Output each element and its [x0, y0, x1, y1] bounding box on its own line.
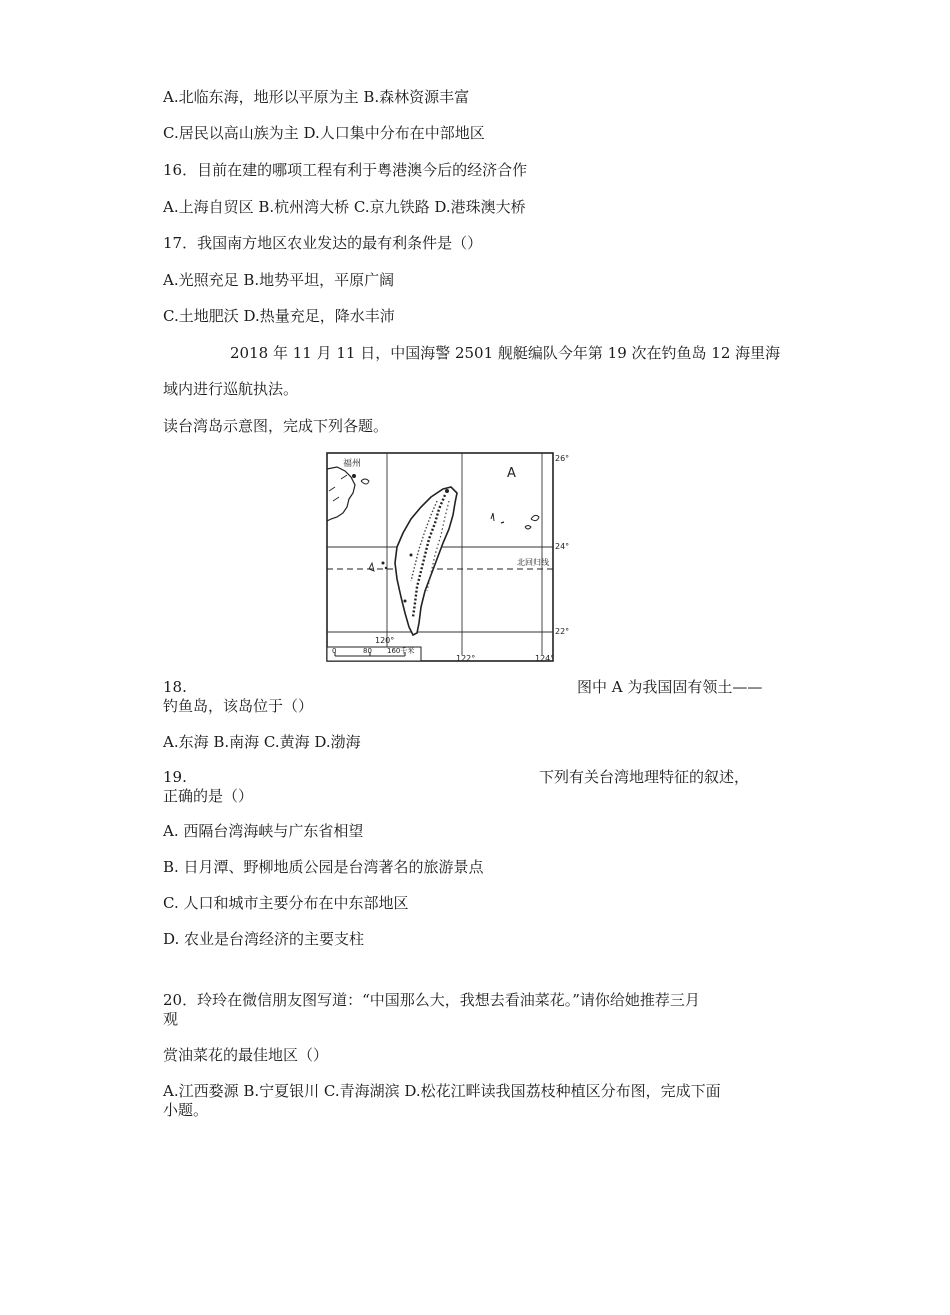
passage-line-1: 2018 年 11 月 11 日，中国海警 2501 舰艇编队今年第 19 次在钓鱼岛 12 海里海: [230, 344, 781, 362]
q15-options-line-2: C.居民以高山族为主 D.人口集中分布在中部地区: [163, 124, 485, 142]
q18-number: 18.: [163, 678, 187, 696]
q18-options: A.东海 B.南海 C.黄海 D.渤海: [163, 733, 361, 751]
label-lat-26: 26°: [555, 454, 570, 463]
label-lat-22: 22°: [555, 627, 570, 636]
q19-stem-part-2: 正确的是（）: [163, 787, 254, 805]
label-lat-24: 24°: [555, 542, 570, 551]
q20-stem-line-2: 观: [163, 1010, 179, 1028]
q20-stem-line-1: 20．玲玲在微信朋友图写道：“中国那么大，我想去看油菜花。”请你给她推荐三月: [163, 991, 700, 1009]
q18-stem-part-1: 图中 A 为我国固有领土——: [577, 678, 763, 696]
q20-options-line-2: 小题。: [163, 1101, 209, 1119]
q19-option-c: C. 人口和城市主要分布在中东部地区: [163, 894, 409, 912]
q19-stem-part-1: 下列有关台湾地理特征的叙述，: [539, 768, 750, 786]
label-lon-122: 122°: [456, 654, 476, 663]
label-diaoyu-A: A: [507, 466, 516, 481]
q19-option-a: A. 西隔台湾海峡与广东省相望: [163, 822, 364, 840]
q15-options-line-1: A.北临东海，地形以平原为主 B.森林资源丰富: [163, 88, 470, 106]
taiwan-map-figure: [325, 451, 571, 665]
label-lon-120: 120°: [375, 636, 395, 645]
scale-label-80: 80: [363, 647, 372, 655]
q20-options-line-1: A.江西婺源 B.宁夏银川 C.青海湖滨 D.松花江畔读我国荔枝种植区分布图，完成下面: [163, 1082, 721, 1100]
q20-stem-line-3: 赏油菜花的最佳地区（）: [163, 1046, 329, 1064]
map-instruction: 读台湾岛示意图，完成下列各题。: [163, 417, 389, 435]
q19-number: 19.: [163, 768, 187, 786]
q18-stem-part-2: 钓鱼岛，该岛位于（）: [163, 697, 314, 715]
q16-options: A.上海自贸区 B.杭州湾大桥 C.京九铁路 D.港珠澳大桥: [163, 198, 526, 216]
label-lon-124: 124°: [535, 654, 555, 663]
q17-stem: 17．我国南方地区农业发达的最有利条件是（）: [163, 234, 483, 252]
passage-line-2: 域内进行巡航执法。: [163, 380, 299, 398]
label-tropic-of-cancer: 北回归线: [517, 558, 549, 567]
q17-options-line-2: C.土地肥沃 D.热量充足，降水丰沛: [163, 307, 395, 325]
label-fuzhou: 福州: [343, 459, 362, 469]
taiwan-map: [325, 451, 571, 665]
scale-label-0: 0: [332, 647, 337, 655]
q19-option-d: D. 农业是台湾经济的主要支柱: [163, 930, 365, 948]
q17-options-line-1: A.光照充足 B.地势平坦，平原广阔: [163, 271, 395, 289]
scale-label-160: 160千米: [387, 647, 415, 655]
q16-stem: 16．目前在建的哪项工程有利于粤港澳今后的经济合作: [163, 161, 528, 179]
q19-option-b: B. 日月潭、野柳地质公园是台湾著名的旅游景点: [163, 858, 484, 876]
